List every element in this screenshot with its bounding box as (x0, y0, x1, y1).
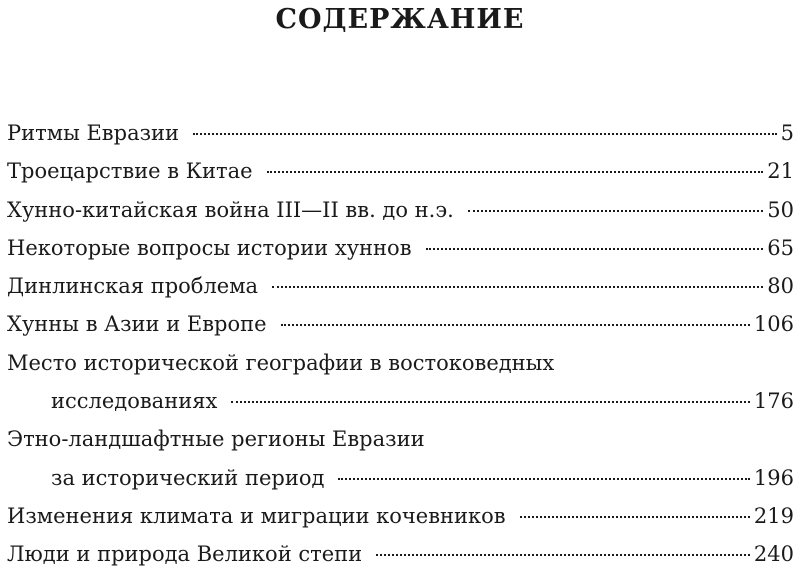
toc-entry-continuation[interactable] (7, 382, 794, 420)
toc-entry[interactable] (7, 191, 794, 229)
toc-entry-page: 106 (753, 312, 794, 337)
toc-entry-page: 5 (780, 121, 794, 145)
dot-leader (376, 554, 750, 556)
toc-entry-title: Ритмы Евразии (7, 121, 180, 145)
toc-entry-page: 196 (753, 465, 794, 490)
dot-leader (520, 516, 750, 518)
page-title: СОДЕРЖАНИЕ (275, 4, 525, 35)
toc-entry-title: Хунны в Азии и Европе (7, 312, 267, 337)
toc-entry[interactable] (7, 267, 794, 305)
toc-entry-title: Место исторической географии в востоковедных (7, 350, 555, 375)
toc-entry-title: Люди и природа Великой степи (7, 542, 363, 567)
toc-entry-title: Некоторые вопросы истории хуннов (7, 235, 412, 260)
toc-entry-first-line[interactable] (7, 344, 794, 382)
toc-entry-page: 176 (753, 389, 794, 414)
toc-entry-title: Этно-ландшафтные регионы Евразии (7, 427, 425, 452)
toc-entry[interactable] (7, 305, 794, 343)
toc-entry-page: 219 (753, 503, 794, 528)
toc-entry-title: Динлинская проблема (7, 274, 259, 299)
toc-entry-continuation[interactable] (7, 459, 794, 497)
toc-entry-title: Хунно-китайская война III—II вв. до н.э. (7, 197, 454, 222)
toc-entry-page: 80 (767, 274, 794, 299)
toc-entry-title-continuation: за исторический период (51, 465, 325, 490)
toc-entry[interactable] (7, 114, 794, 152)
toc-entry-first-line[interactable] (7, 420, 794, 458)
dot-leader (272, 286, 763, 288)
dot-leader (231, 401, 750, 403)
table-of-contents (7, 114, 794, 574)
toc-entry[interactable] (7, 535, 794, 573)
toc-entry[interactable] (7, 497, 794, 535)
toc-entry-page: 21 (767, 159, 794, 184)
toc-entry-title: Троецарствие в Китае (7, 159, 253, 184)
toc-entry-page: 240 (753, 542, 794, 567)
toc-entry-page: 50 (767, 197, 794, 222)
toc-entry-page: 65 (767, 235, 794, 260)
dot-leader (426, 248, 764, 250)
dot-leader (338, 478, 749, 480)
dot-leader (281, 324, 750, 326)
dot-leader (267, 171, 764, 173)
toc-entry[interactable] (7, 229, 794, 267)
dot-leader (193, 133, 777, 135)
toc-entry-title-continuation: исследованиях (51, 389, 218, 414)
toc-entry[interactable] (7, 152, 794, 190)
dot-leader (468, 210, 763, 212)
toc-entry-title: Изменения климата и миграции кочевников (7, 503, 506, 528)
